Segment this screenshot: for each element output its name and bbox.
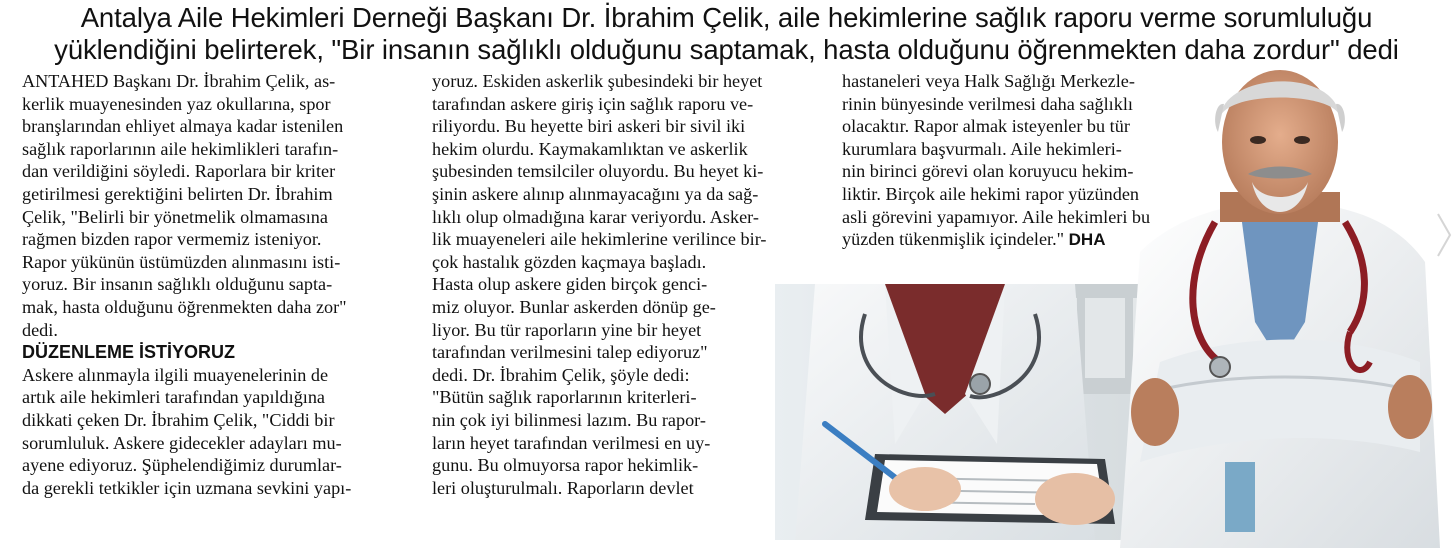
text-line: şinin askere alınıp alınmayacağını ya da sağ- [432, 183, 759, 204]
text-line: olacaktır. Rapor almak isteyenler bu tür [842, 116, 1130, 137]
headline-line-1: Antalya Aile Hekimleri Derneği Başkanı Dr. İbrahim Çelik, aile hekimlerine sağlık raporu verme sorumluluğu [80, 2, 1373, 33]
text-line: gunu. Bu olmuyorsa rapor hekimlik- [432, 455, 699, 476]
doctor-portrait-photo [1120, 62, 1440, 548]
text-line: dedi. [22, 319, 58, 340]
news-agency-signature: DHA [1068, 230, 1106, 250]
text-line: tarafından askere giriş için sağlık raporu ve- [432, 93, 754, 114]
text-line: Rapor yükünün üstümüzden alınmasını isti- [22, 251, 341, 272]
text-line: dikkati çeken Dr. İbrahim Çelik, "Ciddi bir [22, 409, 335, 430]
paragraph-continued [432, 70, 832, 499]
text-line: kerlik muayenesinden yaz okullarına, spor [22, 93, 331, 114]
text-line: miz oluyor. Bunlar askerden dönüp ge- [432, 296, 716, 317]
text-line: mak, hasta olduğunu öğrenmekten daha zor" [22, 296, 347, 317]
text-line: sağlık raporlarının aile hekimlikleri tarafın- [22, 138, 339, 159]
text-line: şubesinden temsilciler oluyordu. Bu heyet ki- [432, 161, 764, 182]
text-line: da gerekli tetkikler için uzmana sevkini yapı- [22, 477, 352, 498]
text-line: ların heyet tarafından verilmesi en uy- [432, 432, 711, 453]
closing-quote-text: yüzden tükenmişlik içindeler." [842, 229, 1065, 250]
text-line: asli görevini yapamıyor. Aile hekimleri bu [842, 206, 1151, 227]
text-line: "Bütün sağlık raporlarının kriterleri- [432, 387, 697, 408]
article-column-1 [22, 70, 418, 499]
headline [0, 2, 1453, 66]
article-column-2 [432, 70, 832, 499]
text-line: liyor. Bu tür raporların yine bir heyet [432, 319, 702, 340]
text-line: branşlarından ehliyet almaya kadar istenilen [22, 116, 344, 137]
headline-line-2: yüklendiğini belirterek, "Bir insanın sağlıklı olduğunu saptamak, hasta olduğunu öğrenmekten daha zordur" dedi [54, 34, 1399, 65]
text-line: leri oluşturulmalı. Raporların devlet [432, 477, 694, 498]
text-line: dedi. Dr. İbrahim Çelik, şöyle dedi: [432, 364, 690, 385]
text-line: hastaneleri veya Halk Sağlığı Merkezle- [842, 71, 1135, 91]
text-line: Askere alınmayla ilgili muayenelerinin de [22, 364, 329, 385]
text-line: nin çok iyi bilinmesi lazım. Bu rapor- [432, 409, 706, 430]
text-line: yoruz. Eskiden askerlik şubesindeki bir heyet [432, 71, 763, 91]
text-line: ANTAHED Başkanı Dr. İbrahim Çelik, as- [22, 71, 336, 91]
text-line: lıklı olup olmadığına karar veriyordu. Asker- [432, 206, 759, 227]
text-line: rağmen bizden rapor vermemiz isteniyor. [22, 229, 322, 250]
text-line: ayene ediyoruz. Şüphelendiğimiz durumlar- [22, 455, 342, 476]
text-line: Hasta olup askere giden birçok genci- [432, 274, 708, 295]
text-line: yoruz. Bir insanın sağlıklı olduğunu sapta- [22, 274, 333, 295]
text-line: hekim olurdu. Kaymakamlıktan ve askerlik [432, 138, 748, 159]
text-line: Çelik, "Belirli bir yönetmelik olmamasına [22, 206, 328, 227]
text-line: dan verildiğini söyledi. Raporlara bir kriter [22, 161, 336, 182]
text-line: nin birinci görevi olan koruyucu hekim- [842, 161, 1134, 182]
text-line: liktir. Birçok aile hekimi rapor yüzünden [842, 183, 1139, 204]
section-subheading: DÜZENLEME İSTİYORUZ [22, 342, 236, 363]
text-line: riliyordu. Bu heyette biri askeri bir sivil iki [432, 116, 746, 137]
text-line: getirilmesi gerektiğini belirten Dr. İbrahim [22, 183, 333, 204]
paragraph-military [22, 364, 418, 500]
paragraph-intro [22, 70, 418, 341]
text-line: lik muayeneleri aile hekimlerine verilince bir- [432, 229, 767, 250]
text-line: rinin bünyesinde verilmesi daha sağlıklı [842, 93, 1133, 114]
chevron-right-icon[interactable] [1436, 210, 1452, 260]
text-line: tarafından verilmesini talep ediyoruz" [432, 342, 708, 363]
text-line: artık aile hekimleri tarafından yapıldığına [22, 387, 326, 408]
text-line: çok hastalık gözden kaçmaya başladı. [432, 251, 707, 272]
text-line: sorumluluk. Askere gidecekler adayları mu- [22, 432, 342, 453]
text-line: kurumlara başvurmalı. Aile hekimleri- [842, 138, 1122, 159]
